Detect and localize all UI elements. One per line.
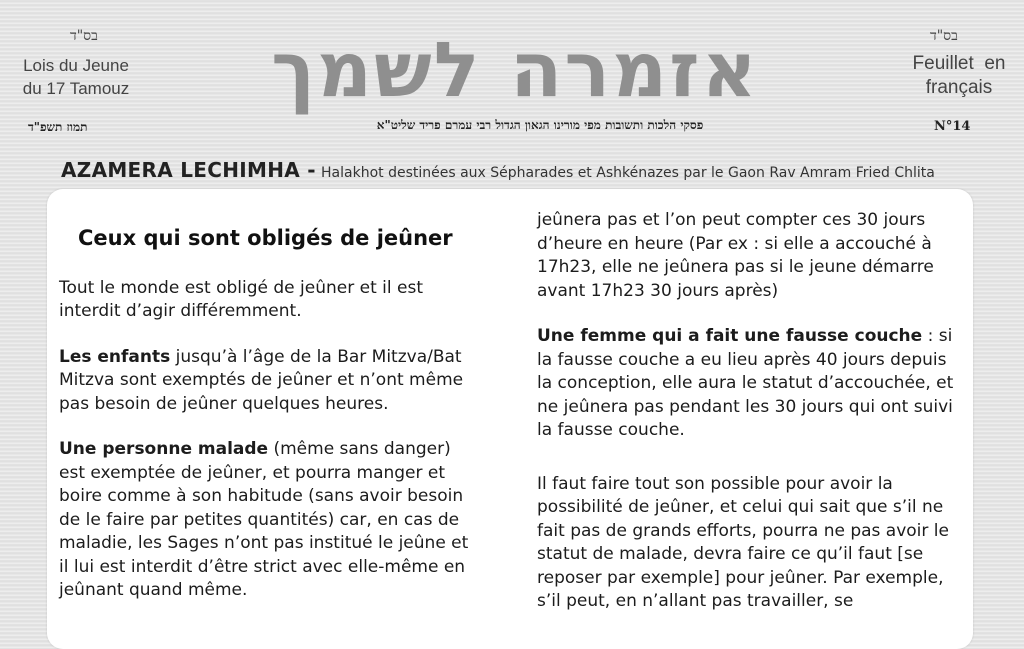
bsd-left: בס"ד [70,28,98,44]
paragraph [537,473,955,614]
masthead-title: אזמרה לשמך [271,25,759,114]
paragraph-text: (même sans danger) est exemptée de jeûner, et pourra manger et boire comme à son habitude (sans avoir besoin de le faire par petites quantités) car, en cas de maladie, les Sages n’ont pas institué le jeûne et il lui est interdit d’être strict avec elle-même en jeûnant quand même. [59,439,469,600]
topic-left-line-2: du 17 Tamouz [22,79,130,98]
paragraph [59,438,477,603]
paragraph-lead: Une femme qui a fait une fausse couche [537,326,923,346]
bsd-right: בס"ד [930,28,958,44]
paragraph [59,277,477,324]
topic-right [896,52,1022,100]
hebrew-date: תמוז תשפ"ד [28,120,88,134]
paragraph-text: Tout le monde est obligé de jeûner et il est interdit d’agir différemment. [59,277,423,321]
paragraph-lead: Les enfants [59,346,171,367]
banner [61,158,961,182]
article-panel [47,189,973,649]
paragraph-text: : si la fausse couche a eu lieu après 40 jours depuis la conception, elle aura le statut d’accouchée, et ne jeûnera pas pendant les 30 jours qui ont suivi la fausse couche. [537,326,954,440]
topic-right-line-2: français [925,77,993,98]
banner-subtitle: Halakhot destinées aux Sépharades et Ashkénazes par le Gaon Rav Amram Fried Chlita [321,165,935,181]
topic-left-line-1: Lois du Jeune [23,56,129,75]
article-column-left [59,189,477,625]
header [0,0,1024,155]
paragraph [59,346,477,417]
topic-left [10,54,142,100]
paragraph [537,209,955,303]
banner-title: AZAMERA LECHIMHA - [61,158,316,182]
masthead-subline: פסקי הלכות ותשובות מפי מורינו הגאון הגדול רבי עמרם פריד שליט"א [376,118,704,132]
paragraph-text: jeûnera pas et l’on peut compter ces 30 jours d’heure en heure (Par ex : si elle a accouché à 17h23, elle ne jeûnera pas si le jeune démarre avant 17h23 30 jours après) [537,210,934,301]
topic-right-line-1: Feuillet en [912,53,1006,74]
article-column-right [537,209,955,636]
paragraph-lead: Une personne malade [59,439,269,459]
paragraph-text: jusqu’à l’âge de la Bar Mitzva/Bat Mitzva sont exemptés de jeûner et n’ont même pas besoin de jeûner quelques heures. [59,346,464,414]
paragraph-text: Il faut faire tout son possible pour avoir la possibilité de jeûner, et celui qui sait que s’il ne fait pas de grands efforts, pourra ne pas avoir le statut de malade, devra faire ce qu’il faut [se reposer par exemple] pour jeûner. Par exemple, s’il peut, en n’allant pas travailler, se [537,473,949,611]
article-title: Ceux qui sont obligés de jeûner [78,226,453,250]
paragraph [537,325,955,443]
issue-number: N°14 [934,119,971,134]
